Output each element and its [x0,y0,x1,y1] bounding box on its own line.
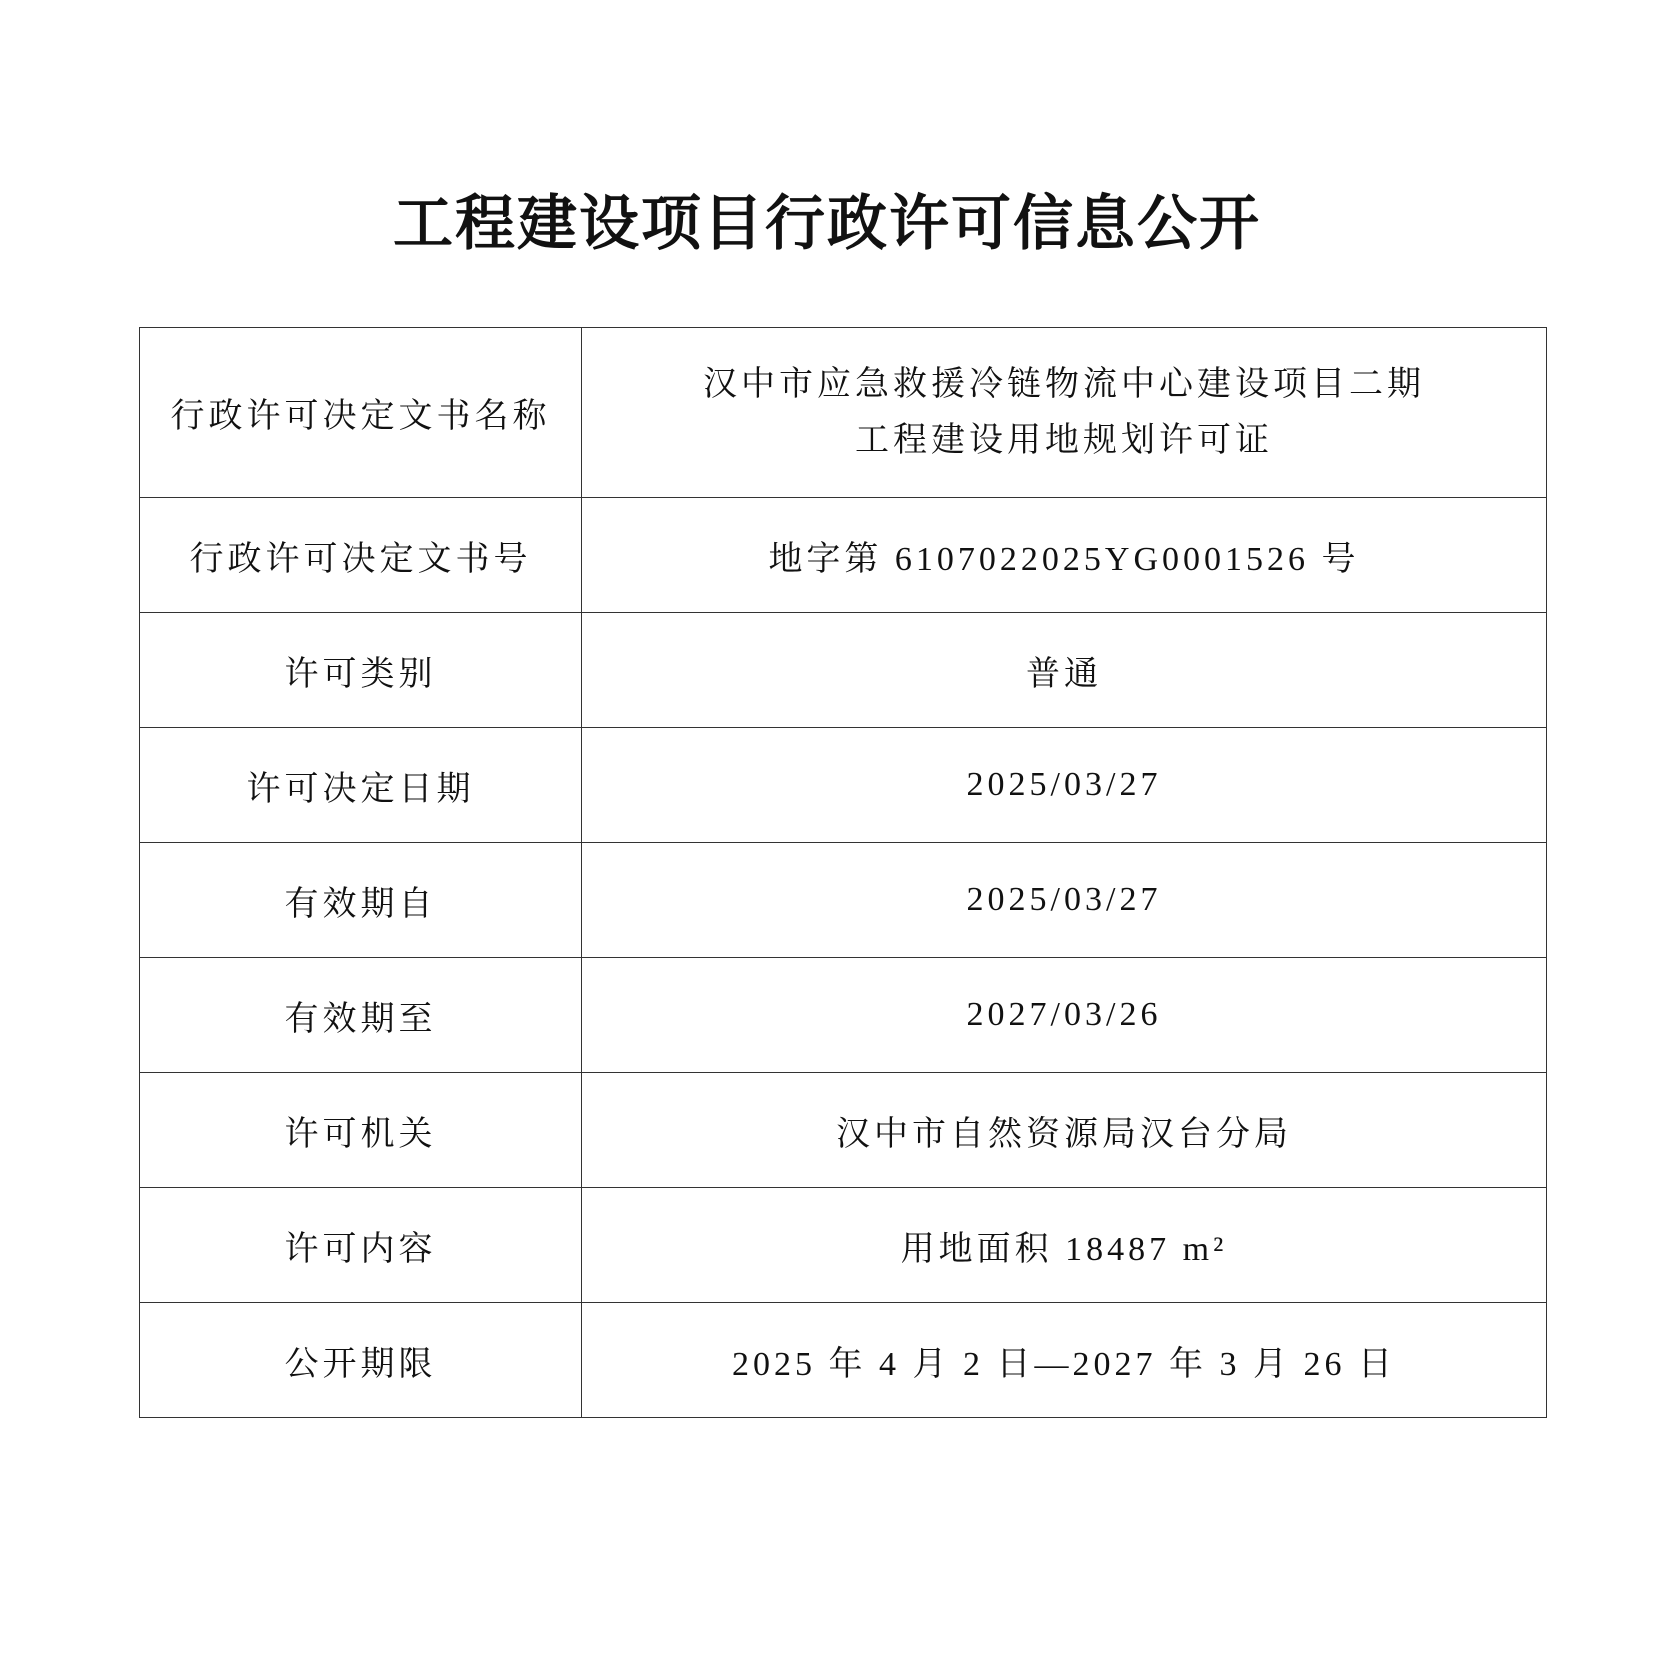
row-label: 许可决定日期 [140,728,582,843]
row-label: 有效期至 [140,958,582,1073]
row-label: 许可机关 [140,1073,582,1188]
row-permit-category [140,613,1547,728]
row-value: 普通 [582,613,1547,728]
row-label: 许可内容 [140,1188,582,1303]
permit-info-table-body [140,328,1547,1418]
row-value-line: 工程建设用地规划许可证 [855,421,1273,459]
row-value: 用地面积 18487 m² [582,1188,1547,1303]
row-value: 地字第 6107022025YG0001526 号 [582,498,1547,613]
row-label: 公开期限 [140,1303,582,1418]
document-title: 工程建设项目行政许可信息公开 [393,191,1261,257]
row-label: 有效期自 [140,843,582,958]
row-label: 行政许可决定文书名称 [140,328,582,498]
row-valid-until [140,958,1547,1073]
row-value: 汉中市自然资源局汉台分局 [582,1073,1547,1188]
permit-info-table [139,327,1547,1418]
row-valid-from [140,843,1547,958]
row-decision-date [140,728,1547,843]
row-value: 2025/03/27 [582,843,1547,958]
row-label: 行政许可决定文书号 [140,498,582,613]
row-value: 2027/03/26 [582,958,1547,1073]
row-decision-document-name [140,328,1547,498]
row-permit-content [140,1188,1547,1303]
row-value [582,328,1547,498]
row-disclosure-period [140,1303,1547,1418]
row-value-line: 汉中市应急救援冷链物流中心建设项目二期 [703,365,1425,403]
row-permit-authority [140,1073,1547,1188]
row-label: 许可类别 [140,613,582,728]
row-value: 2025/03/27 [582,728,1547,843]
row-decision-document-number [140,498,1547,613]
row-value: 2025 年 4 月 2 日—2027 年 3 月 26 日 [582,1303,1547,1418]
